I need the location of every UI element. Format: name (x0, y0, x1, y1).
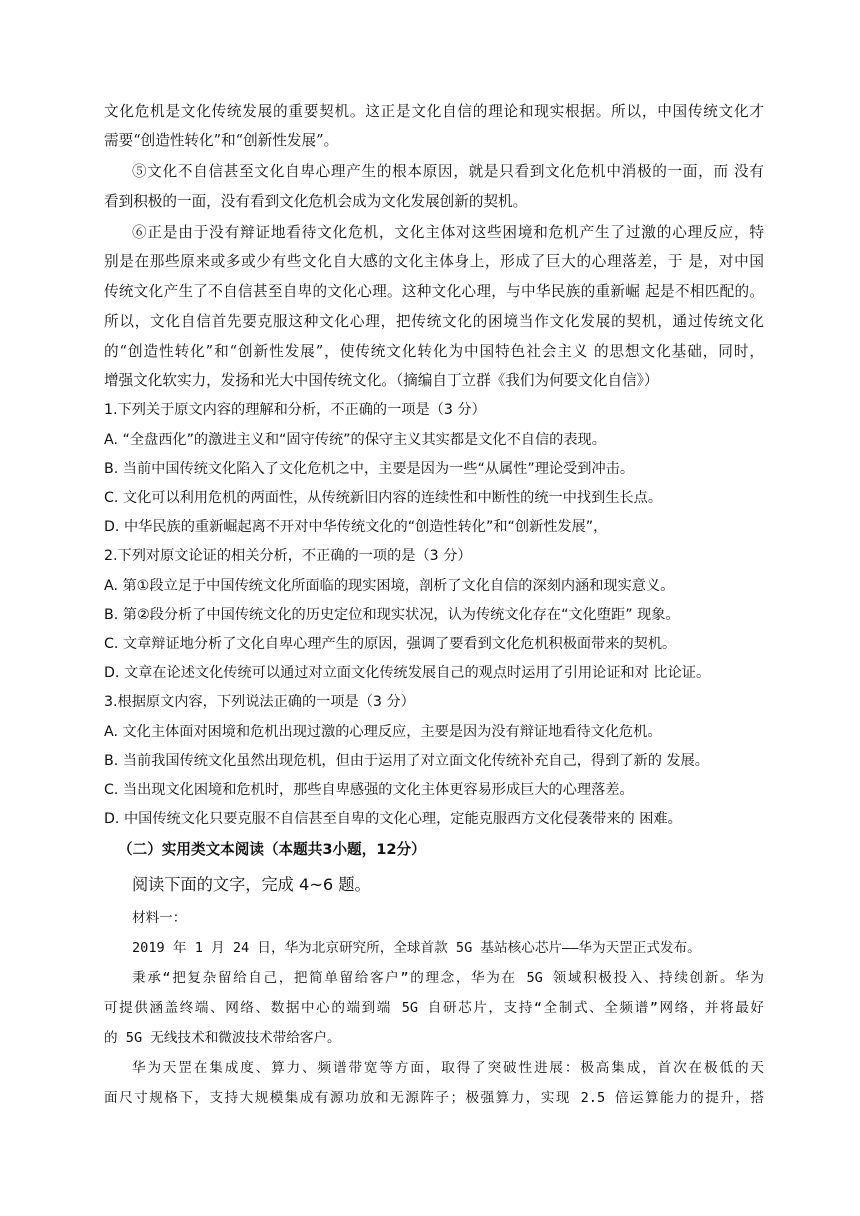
material-line-5: 华为天罡在集成度、算力、频谱带宽等方面，取得了突破性进展：极高集成，首次在极低的天 (132, 1060, 764, 1076)
question-1-option-a: A. “全盘西化”的激进主义和“固守传统”的保守主义其实都是文化不自信的表现。 (104, 432, 606, 448)
question-2-option-c: C. 文章辩证地分析了文化自卑心理产生的原因，强调了要看到文化危机积极面带来的契机。 (104, 636, 677, 652)
question-2-option-b: B. 第②段分析了中国传统文化的历史定位和现实状况，认为传统文化存在“文化堕距” 现象。 (104, 607, 680, 623)
paragraph-6-line-3: 传统文化产生了不自信甚至自卑的文化心理。这种文化心理，与中华民族的重新崛 起是不相匹配的。 (104, 283, 764, 300)
question-3-option-b: B. 当前我国传统文化虽然出现危机，但由于运用了对立面文化传统补充自己，得到了新的 发展。 (104, 753, 709, 769)
question-2-stem: 2.下列对原文论证的相关分析，不正确的一项的是（3 分） (104, 548, 472, 564)
reading-instruction: 阅读下面的文字，完成 4~6 题。 (132, 875, 371, 894)
section-heading: （二）实用类文本阅读（本题共3小题，12分） (118, 841, 426, 858)
paragraph-6-line-6: 增强文化软实力，发扬和光大中国传统文化。（摘编自丁立群《我们为何要文化自信》） (104, 372, 659, 389)
question-1-option-d: D. 中华民族的重新崛起离不开对中华传统文化的“创造性转化”和“创新性发展”， (104, 519, 608, 535)
paragraph-5-line-2: 看到积极的一面，没有看到文化危机会成为文化发展创新的契机。 (104, 193, 528, 210)
question-2-option-a: A. 第①段立足于中国传统文化所面临的现实困境，剖析了文化自信的深刻内涵和现实意义。 (104, 578, 675, 594)
material-label: 材料一： (132, 910, 187, 926)
paragraph-4-line-1: 文化危机是文化传统发展的重要契机。这正是文化自信的理论和现实根据。所以，中国传统文化才 (104, 103, 764, 120)
question-3-stem: 3.根据原文内容，下列说法正确的一项是（3 分） (104, 694, 415, 710)
material-line-6: 面尺寸规格下，支持大规模集成有源功放和无源阵子；极强算力，实现 2.5 倍运算能力的提升，搭 (104, 1090, 764, 1106)
material-line-4: 的 5G 无线技术和微波技术带给客户。 (104, 1030, 341, 1046)
material-line-1: 2019 年 1 月 24 日，华为北京研究所，全球首款 5G 基站核心芯片——华为天罡正式发布。 (132, 940, 701, 956)
question-1-option-c: C. 文化可以利用危机的两面性，从传统新旧内容的连续性和中断性的统一中找到生长点。 (104, 490, 663, 506)
paragraph-4-line-2: 需要“创造性转化”和“创新性发展”。 (104, 132, 339, 149)
paragraph-6-line-4: 所以，文化自信首先要克服这种文化心理，把传统文化的困境当作文化发展的契机，通过传统文化 (104, 313, 764, 330)
question-3-option-d: D. 中国传统文化只要克服不自信甚至自卑的文化心理，定能克服西方文化侵袭带来的 困难。 (104, 811, 682, 827)
question-1-option-b: B. 当前中国传统文化陷入了文化危机之中，主要是因为一些“从属性”理论受到冲击。 (104, 461, 635, 477)
paragraph-6-line-2: 别是在那些原来或多或少有些文化自大感的文化主体身上，形成了巨大的心理落差，于 是，对中国 (104, 253, 764, 270)
question-3-option-a: A. 文化主体面对困境和危机出现过激的心理反应，主要是因为没有辩证地看待文化危机。 (104, 724, 662, 740)
paragraph-6-line-5: 的“创造性转化”和“创新性发展”，使传统文化转化为中国特色社会主义 的思想文化基础，同时， (104, 343, 764, 360)
paragraph-5-line-1: ⑤文化不自信甚至文化自卑心理产生的根本原因，就是只看到文化危机中消极的一面，而 没有 (132, 163, 764, 180)
material-line-3: 可提供涵盖终端、网络、数据中心的端到端 5G 自研芯片，支持“全制式、全频谱”网络，并将最好 (104, 1000, 764, 1016)
question-2-option-d: D. 文章在论述文化传统可以通过对立面文化传统发展自己的观点时运用了引用论证和对 比论证。 (104, 665, 711, 681)
question-3-option-c: C. 当出现文化困境和危机时，那些自卑感强的文化主体更容易形成巨大的心理落差。 (104, 782, 634, 798)
material-line-2: 秉承“把复杂留给自己，把简单留给客户”的理念，华为在 5G 领域积极投入、持续创新。华为 (132, 970, 764, 986)
paragraph-6-line-1: ⑥正是由于没有辩证地看待文化危机，文化主体对这些困境和危机产生了过激的心理反应，特 (132, 224, 764, 241)
question-1-stem: 1.下列关于原文内容的理解和分析，不正确的一项是（3 分） (104, 402, 486, 418)
